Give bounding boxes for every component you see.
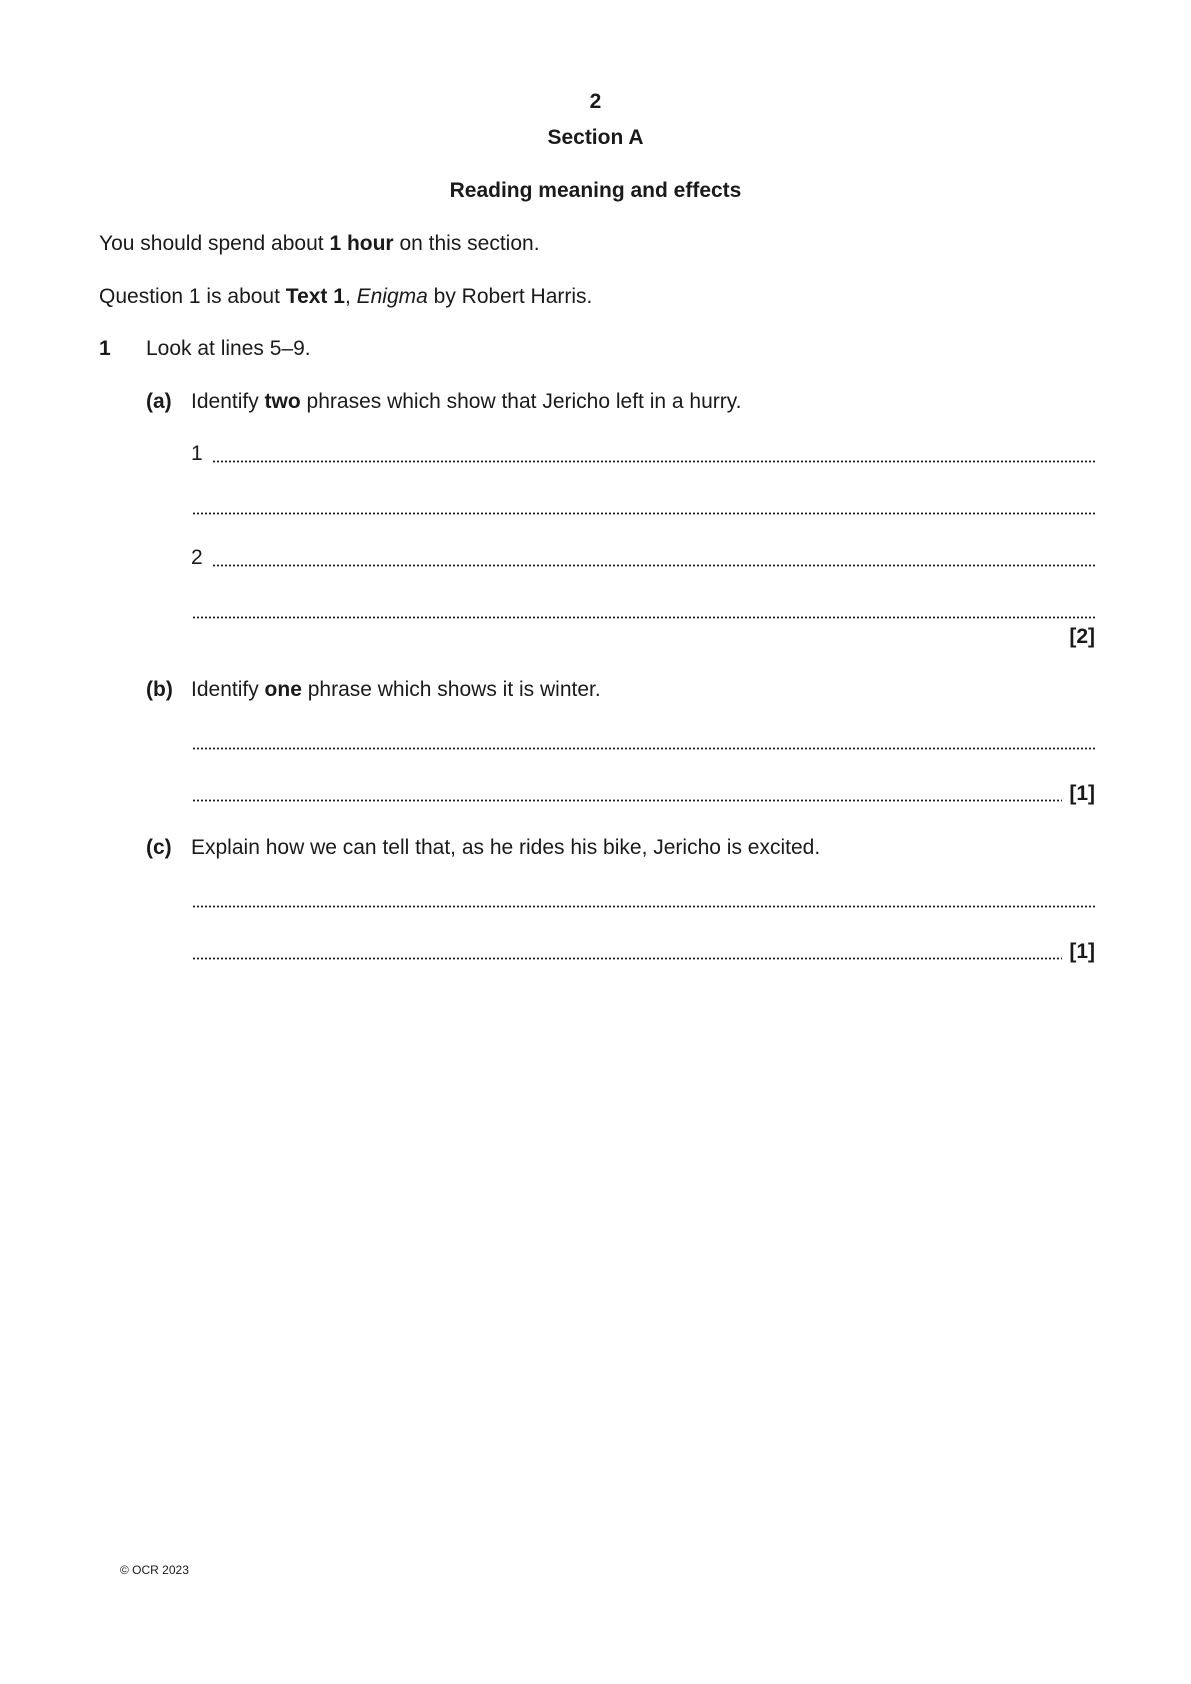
time-prefix: You should spend about <box>99 232 330 255</box>
copyright-footer: © OCR 2023 <box>120 1563 189 1577</box>
part-a-label: (a) <box>146 390 172 413</box>
part-c-prompt: Explain how we can tell that, as he rides his bike, Jericho is excited. <box>191 836 821 859</box>
question-text-ref: Text 1 <box>285 285 345 308</box>
answer-line-b1[interactable] <box>192 747 1095 750</box>
section-subtitle: Reading meaning and effects <box>449 179 742 202</box>
answer-line-c2[interactable] <box>192 957 1062 960</box>
part-a-suffix: phrases which show that Jericho left in a hurry. <box>300 390 742 413</box>
answer-line-a1-cont[interactable] <box>192 512 1095 515</box>
answer-a2-label: 2 <box>191 546 203 569</box>
part-a-prefix: Identify <box>191 390 265 413</box>
part-b-prefix: Identify <box>191 678 265 701</box>
time-instruction <box>99 231 540 257</box>
part-b-prompt <box>191 677 601 703</box>
part-b-suffix: phrase which shows it is winter. <box>301 678 601 701</box>
page-number: 2 <box>589 90 602 113</box>
question-scope-instruction <box>99 284 592 310</box>
question-sep: , <box>344 285 357 308</box>
part-a-prompt <box>191 389 742 415</box>
part-a-bold: two <box>264 390 301 413</box>
question-number: 1 <box>99 337 111 360</box>
time-suffix: on this section. <box>393 232 540 255</box>
time-bold: 1 hour <box>329 232 394 255</box>
answer-line-b2[interactable] <box>192 799 1062 802</box>
question-prefix: Question 1 is about <box>99 285 286 308</box>
section-title: Section A <box>547 126 644 149</box>
answer-line-a2[interactable] <box>212 564 1095 567</box>
part-b-bold: one <box>264 678 302 701</box>
answer-line-a2-cont[interactable] <box>192 616 1095 619</box>
part-c-marks: [1] <box>1069 940 1095 963</box>
part-a-marks: [2] <box>1069 625 1095 648</box>
question-stem: Look at lines 5–9. <box>146 337 311 360</box>
part-b-marks: [1] <box>1069 782 1095 805</box>
answer-a1-label: 1 <box>191 442 203 465</box>
question-title-italic: Enigma <box>356 285 428 308</box>
answer-line-c1[interactable] <box>192 905 1095 908</box>
part-c-label: (c) <box>146 836 172 859</box>
part-b-label: (b) <box>146 678 173 701</box>
answer-line-a1[interactable] <box>212 460 1095 463</box>
question-suffix: by Robert Harris. <box>427 285 593 308</box>
